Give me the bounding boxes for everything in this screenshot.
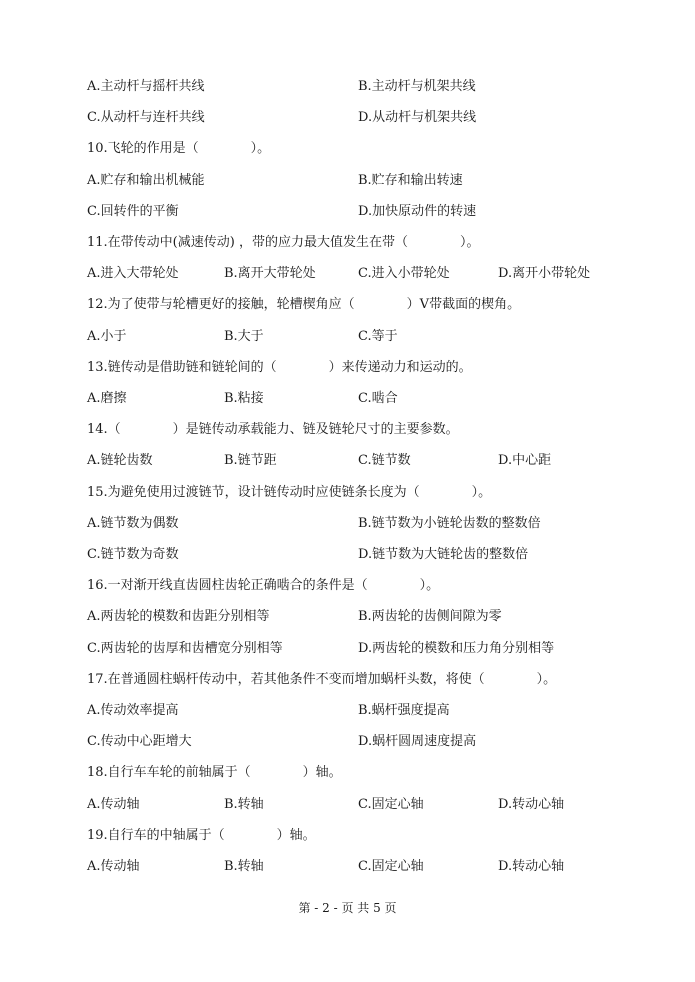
option-c: C.啮合 [358, 391, 398, 406]
option-a: A.主动杆与摇杆共线 [87, 79, 205, 94]
options-line [0, 701, 695, 721]
options-line [0, 795, 695, 815]
option-a: A.磨擦 [87, 391, 127, 406]
options-line [0, 327, 695, 347]
question-text: 10.飞轮的作用是（ ）。 [87, 141, 271, 157]
options-line [0, 514, 695, 534]
option-c: C.进入小带轮处 [358, 266, 450, 282]
question-text: 16.一对渐开线直齿圆柱齿轮正确啮合的条件是（ ）。 [87, 578, 440, 594]
option-a: A.小于 [87, 328, 127, 344]
option-b: B.链节数为小链轮齿数的整数倍 [358, 515, 541, 531]
question-text: 14.（ ）是链传动承载能力、链及链轮尺寸的主要参数。 [87, 422, 459, 438]
question-text: 11.在带传动中(减速传动) ，带的应力最大值发生在带（ ）。 [87, 235, 480, 250]
option-b: B.转轴 [224, 796, 264, 812]
option-a: C.从动杆与连杆共线 [87, 110, 205, 126]
options-line [0, 264, 695, 284]
option-b: B.转轴 [224, 859, 264, 874]
option-b: B.蜗杆强度提高 [358, 703, 450, 718]
option-d: D.中心距 [498, 453, 552, 469]
option-a: A.两齿轮的模数和齿距分别相等 [87, 609, 270, 625]
option-a: A.传动轴 [87, 859, 140, 874]
option-a: A.进入大带轮处 [87, 266, 179, 282]
option-b: B.链节距 [224, 453, 277, 469]
question-text: 19.自行车的中轴属于（ ）轴。 [87, 827, 316, 843]
question-line [0, 826, 695, 846]
options-line [0, 857, 695, 877]
options-line [0, 108, 695, 128]
option-b: B.粘接 [224, 391, 264, 406]
question-line [0, 233, 695, 253]
options-line [0, 545, 695, 565]
option-c: C.固定心轴 [358, 796, 424, 812]
question-text: 18.自行车车轮的前轴属于（ ）轴。 [87, 765, 342, 781]
question-line [0, 420, 695, 440]
option-d: D.离开小带轮处 [498, 266, 591, 282]
question-text: 13.链传动是借助链和链轮间的（ ）来传递动力和运动的。 [87, 359, 472, 375]
question-line [0, 576, 695, 596]
question-line [0, 139, 695, 159]
option-c: C.等于 [358, 328, 398, 344]
option-a: C.回转件的平衡 [87, 203, 179, 219]
question-text: 17.在普通圆柱蜗杆传动中，若其他条件不变而增加蜗杆头数，将使（ ）。 [87, 671, 557, 687]
options-line [0, 171, 695, 191]
option-b: D.两齿轮的模数和压力角分别相等 [358, 640, 555, 656]
options-line [0, 607, 695, 627]
option-b: B.两齿轮的齿侧间隙为零 [358, 609, 502, 625]
options-line [0, 451, 695, 471]
option-c: C.链节数 [358, 453, 411, 469]
options-line [0, 732, 695, 752]
option-d: D.转动心轴 [498, 796, 565, 812]
option-a: A.传动轴 [87, 796, 140, 812]
options-line [0, 202, 695, 222]
question-line [0, 358, 695, 378]
option-b: D.加快原动件的转速 [358, 203, 477, 219]
option-b: D.从动杆与机架共线 [358, 110, 477, 126]
question-text: 12.为了使带与轮槽更好的接触，轮槽楔角应（ ）V带截面的楔角。 [87, 297, 521, 313]
question-line [0, 670, 695, 690]
option-a: C.传动中心距增大 [87, 734, 192, 750]
option-c: C.固定心轴 [358, 859, 424, 874]
option-b: B.贮存和输出转速 [358, 172, 463, 188]
option-a: C.链节数为奇数 [87, 547, 179, 562]
question-line [0, 295, 695, 315]
option-b: D.蜗杆圆周速度提高 [358, 734, 477, 750]
option-b: B.大于 [224, 328, 264, 344]
option-b: D.链节数为大链轮齿的整数倍 [358, 547, 529, 562]
question-text: 15.为避免使用过渡链节，设计链传动时应使链条长度为（ ）。 [87, 484, 492, 500]
option-a: C.两齿轮的齿厚和齿槽宽分别相等 [87, 640, 283, 656]
options-line [0, 639, 695, 659]
question-line [0, 763, 695, 783]
option-a: A.传动效率提高 [87, 703, 179, 718]
option-b: B.离开大带轮处 [224, 266, 316, 282]
option-a: A.贮存和输出机械能 [87, 172, 205, 188]
options-line [0, 77, 695, 97]
page-footer: 第 - 2 - 页 共 5 页 [298, 901, 397, 915]
options-line [0, 389, 695, 409]
option-a: A.链轮齿数 [87, 453, 153, 469]
option-a: A.链节数为偶数 [87, 515, 179, 531]
option-d: D.转动心轴 [498, 859, 565, 874]
question-line [0, 483, 695, 503]
option-b: B.主动杆与机架共线 [358, 79, 476, 94]
